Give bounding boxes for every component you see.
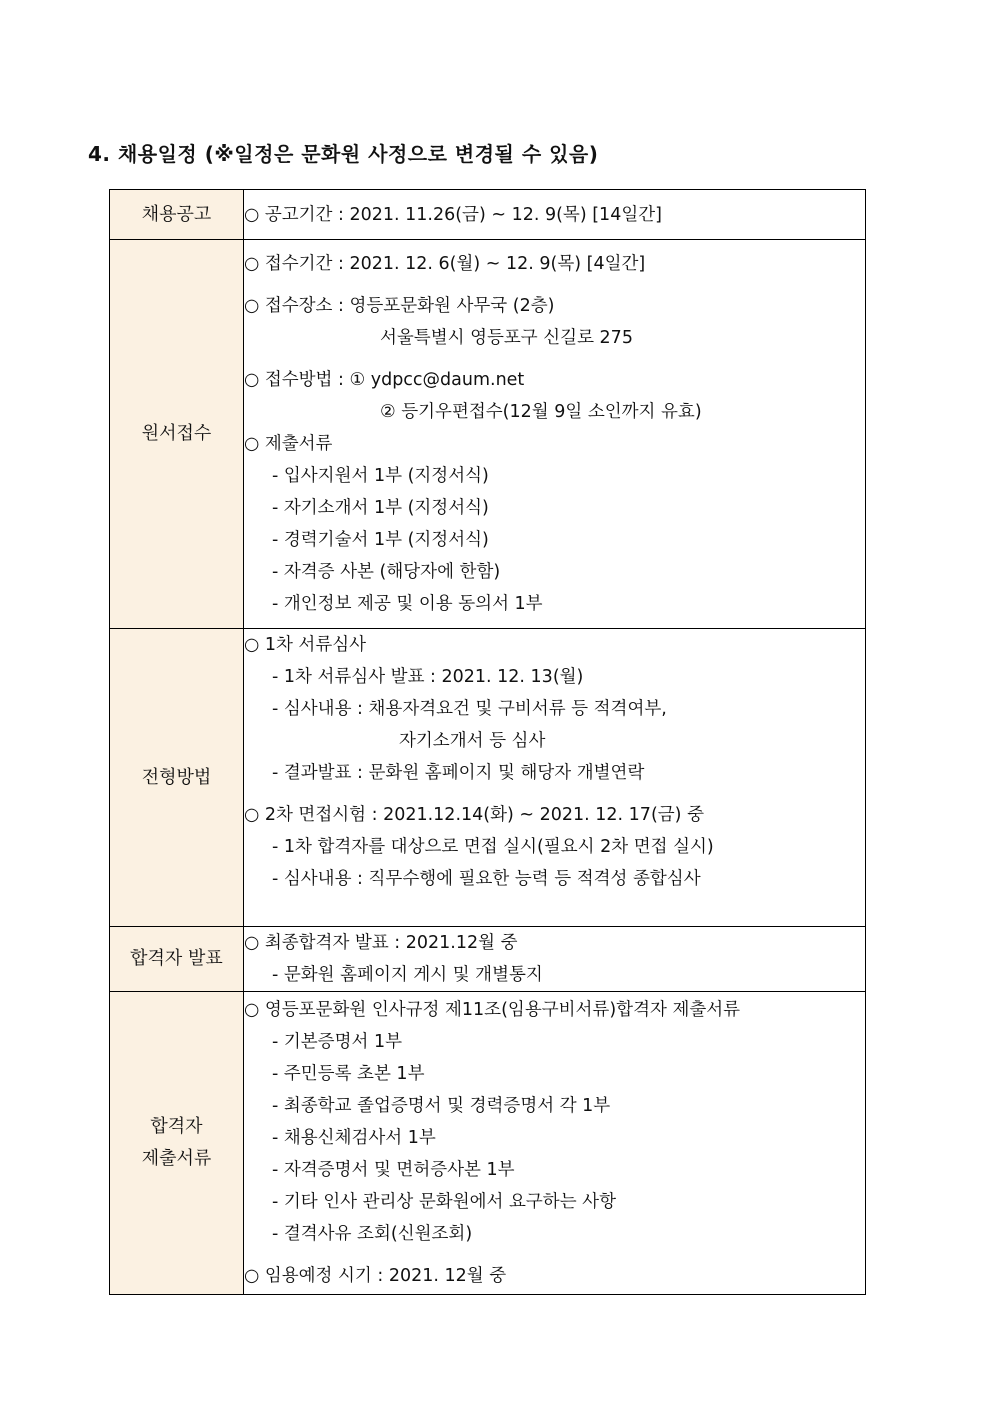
- final-docs-content: [244, 992, 866, 1295]
- announcement-content: [244, 190, 866, 240]
- list-item-continuation: 자기소개서 등 심사: [399, 731, 546, 751]
- table-row-application: [110, 240, 866, 629]
- application-location: ○ 접수장소 : 영등포문화원 사무국 (2층): [244, 296, 555, 316]
- list-item: - 자격증 사본 (해당자에 한함): [272, 562, 501, 582]
- row-label-result: 합격자 발표: [110, 927, 244, 992]
- row-label-line: 합격자: [150, 1116, 203, 1137]
- list-item: - 문화원 홈페이지 게시 및 개별통지: [272, 965, 543, 985]
- row-label-final-docs: [110, 992, 244, 1295]
- application-period: ○ 접수기간 : 2021. 12. 6(월) ~ 12. 9(목) [4일간]: [244, 254, 646, 274]
- final-announcement: ○ 최종합격자 발표 : 2021.12월 중: [244, 933, 518, 953]
- second-interview-title: ○ 2차 면접시험 : 2021.12.14(화) ~ 2021. 12. 17(금) 중: [244, 805, 704, 825]
- application-method-mail: ② 등기우편접수(12월 9일 소인까지 유효): [380, 402, 702, 422]
- row-label-line: 제출서류: [141, 1148, 212, 1169]
- list-item: - 결격사유 조회(신원조회): [272, 1224, 473, 1244]
- application-content: [244, 240, 866, 629]
- list-item: - 자격증명서 및 면허증사본 1부: [272, 1160, 515, 1180]
- list-item: - 심사내용 : 직무수행에 필요한 능력 등 적격성 종합심사: [272, 869, 701, 889]
- row-label-application: 원서접수: [110, 240, 244, 629]
- application-method-email: ○ 접수방법 : ① ydpcc@daum.net: [244, 370, 525, 390]
- required-docs-title: ○ 제출서류: [244, 434, 333, 454]
- table-row-selection: [110, 629, 866, 927]
- list-item: - 경력기술서 1부 (지정서식): [272, 530, 489, 550]
- appointment-schedule: ○ 임용예정 시기 : 2021. 12월 중: [244, 1266, 507, 1286]
- first-screening-title: ○ 1차 서류심사: [244, 635, 367, 655]
- list-item: - 기타 인사 관리상 문화원에서 요구하는 사항: [272, 1192, 616, 1212]
- section-heading: 4. 채용일정 (※일정은 문화원 사정으로 변경될 수 있음): [88, 142, 599, 166]
- list-item: - 결과발표 : 문화원 홈페이지 및 해당자 개별연락: [272, 763, 645, 783]
- list-item: - 채용신체검사서 1부: [272, 1128, 436, 1148]
- application-address: 서울특별시 영등포구 신길로 275: [380, 328, 633, 348]
- selection-content: [244, 629, 866, 927]
- table-row-announcement-result: [110, 927, 866, 992]
- list-item: - 개인정보 제공 및 이용 동의서 1부: [272, 594, 543, 614]
- list-item: - 1차 서류심사 발표 : 2021. 12. 13(월): [272, 667, 584, 687]
- result-content: [244, 927, 866, 992]
- list-item: - 주민등록 초본 1부: [272, 1064, 425, 1084]
- list-item: - 심사내용 : 채용자격요건 및 구비서류 등 적격여부,: [272, 699, 667, 719]
- list-item: - 자기소개서 1부 (지정서식): [272, 498, 489, 518]
- table-row-final-docs: [110, 992, 866, 1295]
- list-item: - 1차 합격자를 대상으로 면접 실시(필요시 2차 면접 실시): [272, 837, 714, 857]
- recruitment-schedule-table: [109, 189, 866, 1295]
- row-label-announcement: 채용공고: [110, 190, 244, 240]
- list-item: - 기본증명서 1부: [272, 1032, 403, 1052]
- list-item: - 최종학교 졸업증명서 및 경력증명서 각 1부: [272, 1096, 611, 1116]
- final-docs-title: ○ 영등포문화원 인사규정 제11조(임용구비서류)합격자 제출서류: [244, 1000, 741, 1020]
- row-label-selection: 전형방법: [110, 629, 244, 927]
- list-item: - 입사지원서 1부 (지정서식): [272, 466, 489, 486]
- announcement-period: ○ 공고기간 : 2021. 11.26(금) ~ 12. 9(목) [14일간]: [244, 204, 662, 225]
- table-row-announcement: [110, 190, 866, 240]
